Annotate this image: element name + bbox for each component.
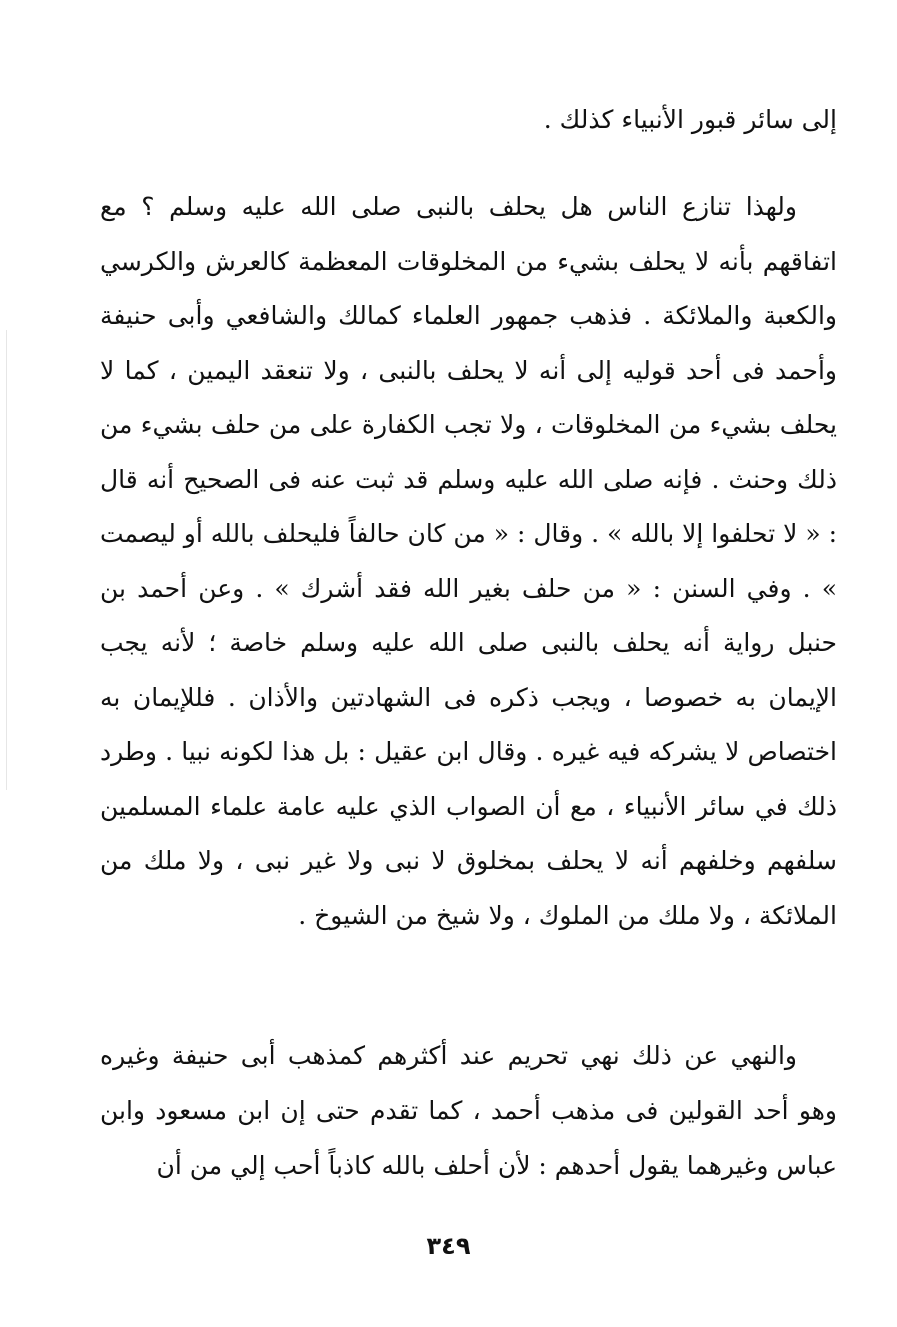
page-number: ٣٤٩ (426, 1232, 471, 1260)
paragraph-continuation: إلى سائر قبور الأنبياء كذلك . (543, 105, 837, 134)
paragraph-oath-by-prophet: ولهذا تنازع الناس هل يحلف بالنبى صلى الله عليه وسلم ؟ مع اتفاقهم بأنه لا يحلف بشيء من المخلوقات المعظمة كالعرش والكرسي والكعبة والملائكة . فذهب جمهور العلماء كمالك والشافعي وأبى حنيفة وأحمد فى أحد قوليه إلى أنه لا يحلف بالنبى ، ولا تنعقد اليمين ، كما لا يحلف بشيء من المخلوقات ، ولا تجب الكفارة على من حلف بشيء من ذلك وحنث . فإنه صلى الله عليه وسلم قد ثبت عنه فى الصحيح أنه قال : « لا تحلفوا إلا بالله » . وقال : « من كان حالفاً فليحلف بالله أو ليصمت » . وفي السنن : « من حلف بغير الله فقد أشرك » . وعن أحمد بن حنبل رواية أنه يحلف بالنبى صلى الله عليه وسلم خاصة ؛ لأنه يجب الإيمان به خصوصا ، ويجب ذكره فى الشهادتين والأذان . فللإيمان به اختصاص لا يشركه فيه غيره . وقال ابن عقيل : بل هذا لكونه نبيا . وطرد ذلك في سائر الأنبياء ، مع أن الصواب الذي عليه عامة علماء المسلمين سلفهم وخلفهم أنه لا يحلف بمخلوق لا نبى ولا غير نبى ، ولا ملك من الملائكة ، ولا ملك من الملوك ، ولا شيخ من الشيوخ . (100, 192, 837, 930)
paragraph-prohibition: والنهي عن ذلك نهي تحريم عند أكثرهم كمذهب أبى حنيفة وغيره وهو أحد القولين فى مذهب أحمد ، كما تقدم حتى إن ابن مسعود وابن عباس وغيرهما يقول أحدهم : لأن أحلف بالله كاذباً أحب إلي من أن (100, 1041, 837, 1180)
opening-paragraph-block (100, 92, 837, 148)
main-paragraph-block (100, 180, 837, 943)
closing-paragraph-block (100, 1028, 837, 1193)
scan-margin-line (6, 330, 7, 790)
